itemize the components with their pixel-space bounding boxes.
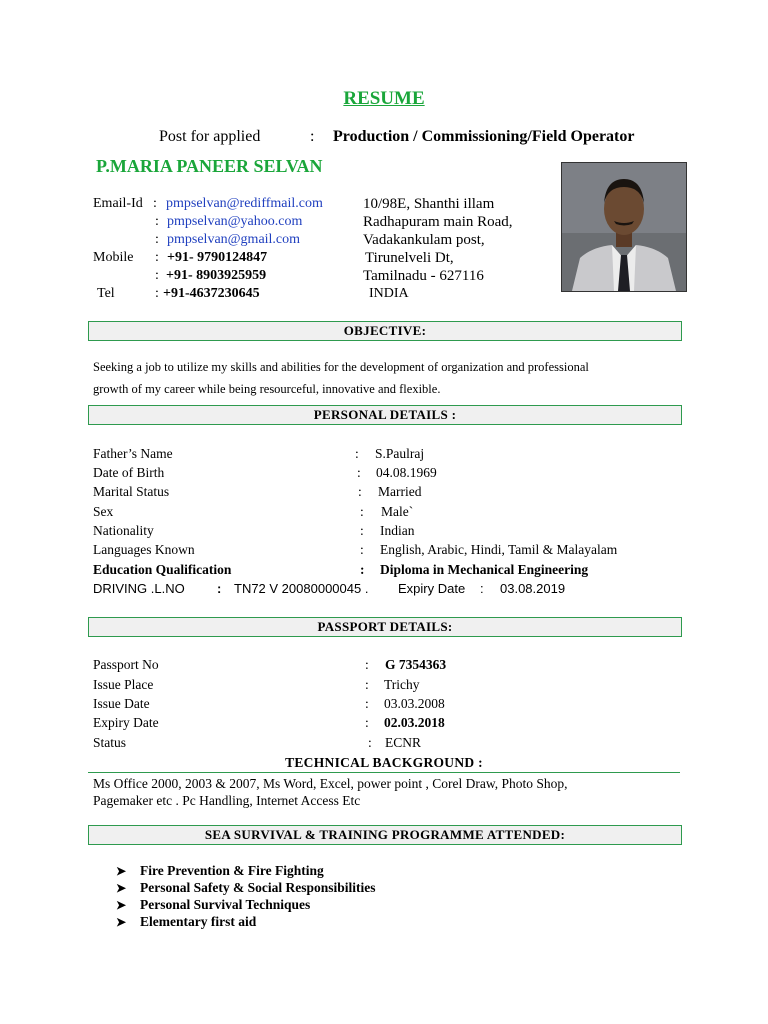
email-sep-2: : bbox=[155, 214, 159, 229]
passport-label: Expiry Date bbox=[93, 715, 159, 730]
personal-value: Male` bbox=[381, 504, 414, 519]
driving-value: TN72 V 20080000045 . bbox=[234, 581, 369, 596]
tel-sep: : bbox=[155, 286, 159, 301]
passport-label: Status bbox=[93, 735, 127, 750]
personal-sep: : bbox=[360, 504, 364, 519]
passport-row bbox=[93, 677, 420, 693]
objective-line-1: Seeking a job to utilize my skills and abilities for the development of organization and professional bbox=[93, 360, 589, 374]
resume-title: RESUME bbox=[343, 88, 425, 109]
address-line-2: Radhapuram main Road, bbox=[363, 214, 513, 230]
technical-line-1: Ms Office 2000, 2003 & 2007, Ms Word, Excel, power point , Corel Draw, Photo Shop, bbox=[93, 776, 568, 791]
driving-licence-row bbox=[93, 581, 566, 596]
post-label: Post for applied bbox=[159, 128, 261, 145]
email-sep-1: : bbox=[153, 196, 157, 211]
training-item bbox=[116, 897, 310, 913]
email-label: Email-Id bbox=[93, 196, 143, 211]
passport-value: ECNR bbox=[385, 735, 422, 750]
passport-details-heading: PASSPORT DETAILS: bbox=[88, 617, 682, 637]
passport-sep: : bbox=[368, 735, 372, 750]
passport-sep: : bbox=[365, 657, 369, 672]
email-link-3[interactable]: pmpselvan@gmail.com bbox=[167, 232, 301, 247]
training-item-text: Personal Safety & Social Responsibilities bbox=[140, 880, 376, 895]
personal-row bbox=[93, 504, 414, 520]
passport-label: Passport No bbox=[93, 657, 159, 672]
passport-value: 02.03.2018 bbox=[384, 715, 445, 730]
profile-photo bbox=[561, 162, 687, 292]
arrow-bullet-icon: ➤ bbox=[116, 864, 127, 878]
passport-label: Issue Place bbox=[93, 677, 154, 692]
post-value: Production / Commissioning/Field Operator bbox=[333, 128, 635, 145]
address-line-3: Vadakankulam post, bbox=[363, 232, 485, 248]
address-line-1: 10/98E, Shanthi illam bbox=[363, 196, 495, 212]
personal-label: Marital Status bbox=[93, 484, 170, 499]
address-line-4: Tirunelveli Dt, bbox=[365, 250, 454, 266]
mobile-sep-2: : bbox=[155, 268, 159, 283]
training-item bbox=[116, 880, 376, 896]
arrow-bullet-icon: ➤ bbox=[116, 898, 127, 912]
personal-row bbox=[93, 465, 437, 481]
objective-heading: OBJECTIVE: bbox=[88, 321, 682, 341]
personal-row bbox=[93, 542, 618, 558]
passport-row bbox=[93, 657, 447, 673]
personal-value: Married bbox=[378, 484, 422, 499]
driving-expiry-sep: : bbox=[480, 581, 484, 596]
personal-sep: : bbox=[358, 484, 362, 499]
personal-value: Diploma in Mechanical Engineering bbox=[380, 562, 589, 577]
personal-value: 04.08.1969 bbox=[376, 465, 437, 480]
mobile-sep-1: : bbox=[155, 250, 159, 265]
personal-sep: : bbox=[360, 562, 365, 577]
tel-number: +91-4637230645 bbox=[163, 286, 260, 301]
personal-sep: : bbox=[360, 542, 364, 557]
personal-label: Languages Known bbox=[93, 542, 195, 557]
driving-label: DRIVING .L.NO bbox=[93, 581, 185, 596]
tel-label: Tel bbox=[97, 286, 115, 301]
passport-row bbox=[93, 715, 445, 731]
portrait-image bbox=[562, 163, 686, 291]
personal-row bbox=[93, 523, 415, 539]
passport-sep: : bbox=[365, 696, 369, 711]
personal-details-heading: PERSONAL DETAILS : bbox=[88, 405, 682, 425]
personal-label: Date of Birth bbox=[93, 465, 165, 480]
training-item-text: Fire Prevention & Fire Fighting bbox=[140, 863, 324, 878]
objective-line-2: growth of my career while being resourceful, innovative and flexible. bbox=[93, 382, 441, 396]
personal-row bbox=[93, 562, 589, 578]
driving-expiry-value: 03.08.2019 bbox=[500, 581, 566, 596]
passport-sep: : bbox=[365, 677, 369, 692]
passport-value: G 7354363 bbox=[385, 657, 447, 672]
personal-row bbox=[93, 484, 422, 500]
passport-row bbox=[93, 735, 422, 751]
passport-sep: : bbox=[365, 715, 369, 730]
passport-value: 03.03.2008 bbox=[384, 696, 445, 711]
post-separator: : bbox=[310, 128, 315, 145]
passport-value: Trichy bbox=[384, 677, 420, 692]
mobile-number-1: +91- 9790124847 bbox=[167, 250, 268, 265]
driving-sep: : bbox=[217, 581, 222, 596]
passport-row bbox=[93, 696, 445, 712]
personal-label: Father’s Name bbox=[93, 446, 173, 461]
personal-sep: : bbox=[357, 465, 361, 480]
personal-label: Education Qualification bbox=[93, 562, 232, 577]
personal-label: Sex bbox=[93, 504, 114, 519]
personal-value: S.Paulraj bbox=[375, 446, 425, 461]
training-item-text: Elementary first aid bbox=[140, 914, 257, 929]
mobile-label: Mobile bbox=[93, 250, 134, 265]
email-link-1[interactable]: pmpselvan@rediffmail.com bbox=[166, 196, 323, 211]
training-heading: SEA SURVIVAL & TRAINING PROGRAMME ATTENDED: bbox=[88, 825, 682, 845]
technical-background-heading: TECHNICAL BACKGROUND : bbox=[88, 754, 680, 773]
arrow-bullet-icon: ➤ bbox=[116, 881, 127, 895]
candidate-name: P.MARIA PANEER SELVAN bbox=[96, 156, 323, 176]
driving-expiry-label: Expiry Date bbox=[398, 581, 466, 596]
training-item-text: Personal Survival Techniques bbox=[140, 897, 311, 912]
email-sep-3: : bbox=[155, 232, 159, 247]
technical-line-2: Pagemaker etc . Pc Handling, Internet Access Etc bbox=[93, 793, 361, 808]
passport-label: Issue Date bbox=[93, 696, 150, 711]
address-line-5: Tamilnadu - 627116 bbox=[363, 268, 484, 284]
personal-label: Nationality bbox=[93, 523, 154, 538]
mobile-number-2: +91- 8903925959 bbox=[166, 268, 267, 283]
personal-value: Indian bbox=[380, 523, 415, 538]
training-item bbox=[116, 914, 256, 930]
address-line-6: INDIA bbox=[369, 286, 409, 301]
personal-value: English, Arabic, Hindi, Tamil & Malayalam bbox=[380, 542, 618, 557]
training-item bbox=[116, 863, 324, 879]
personal-row bbox=[93, 446, 425, 462]
arrow-bullet-icon: ➤ bbox=[116, 915, 127, 929]
personal-sep: : bbox=[360, 523, 364, 538]
email-link-2[interactable]: pmpselvan@yahoo.com bbox=[167, 214, 303, 229]
personal-sep: : bbox=[355, 446, 359, 461]
